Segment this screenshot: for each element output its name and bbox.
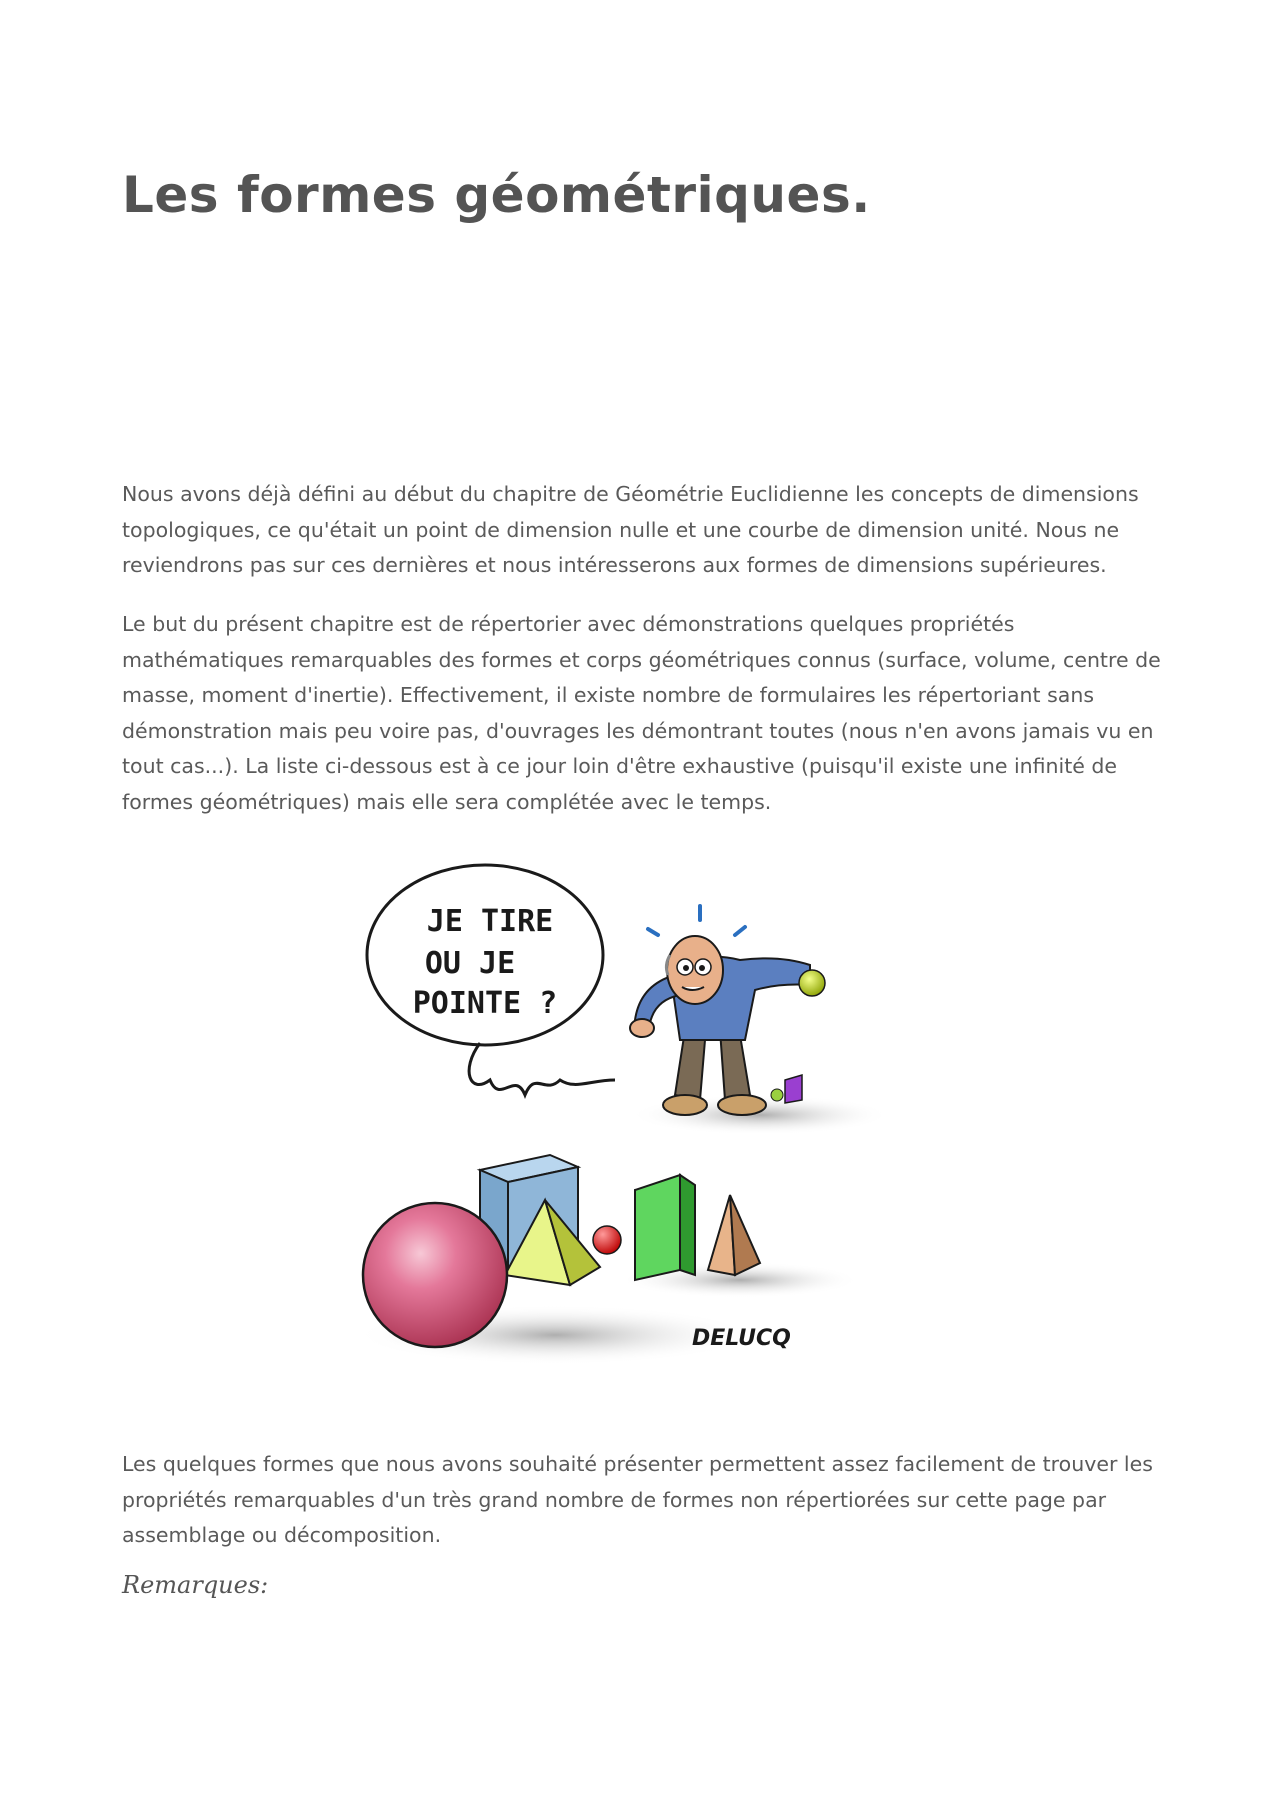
- pink-sphere: [363, 1203, 507, 1347]
- brown-pyramid: [708, 1195, 760, 1275]
- red-ball: [593, 1226, 621, 1254]
- remarks-heading: Remarques:: [122, 1571, 269, 1599]
- purpose-paragraph: Le but du présent chapitre est de répertorier avec démonstrations quelques propriétés mathématiques remarquables des formes et corps géométriques connus (surface, volume, centre de masse, moment d'inertie). Effectivement, il existe nombre de formulaires les répertoriant sans démonstration mais peu voire pas, d'ouvrages les démontrant toutes (nous n'en avons jamais vu en tout cas...). La liste ci-dessous est à ce jour loin d'être exhaustive (puisqu'il existe une infinité de formes géométriques) mais elle sera complétée avec le temps.: [122, 612, 1161, 814]
- speech-line-2: OU JE: [424, 946, 516, 981]
- artist-signature: DELUCQ: [692, 1326, 791, 1351]
- intro-paragraph: Nous avons déjà défini au début du chapitre de Géométrie Euclidienne les concepts de dimensions topologiques, ce qu'était un point de dimension nulle et une courbe de dimension unité. Nous ne reviendrons pas sur ces dernières et nous intéresserons aux formes de dimensions supérieures.: [122, 482, 1139, 577]
- geometry-cartoon-illustration: [340, 855, 940, 1415]
- green-block: [635, 1175, 695, 1280]
- speech-bubble: [367, 865, 615, 1095]
- speech-line-1: JE TIRE: [426, 904, 554, 939]
- page-title: Les formes géométriques.: [122, 166, 871, 224]
- petanque-player-figure: [630, 906, 890, 1135]
- assembly-paragraph: Les quelques formes que nous avons souhaité présenter permettent assez facilement de trouver les propriétés remarquables d'un très grand nombre de formes non répertiorées sur cette page par assemblage ou décomposition.: [122, 1452, 1153, 1547]
- speech-line-3: POINTE ?: [412, 986, 558, 1021]
